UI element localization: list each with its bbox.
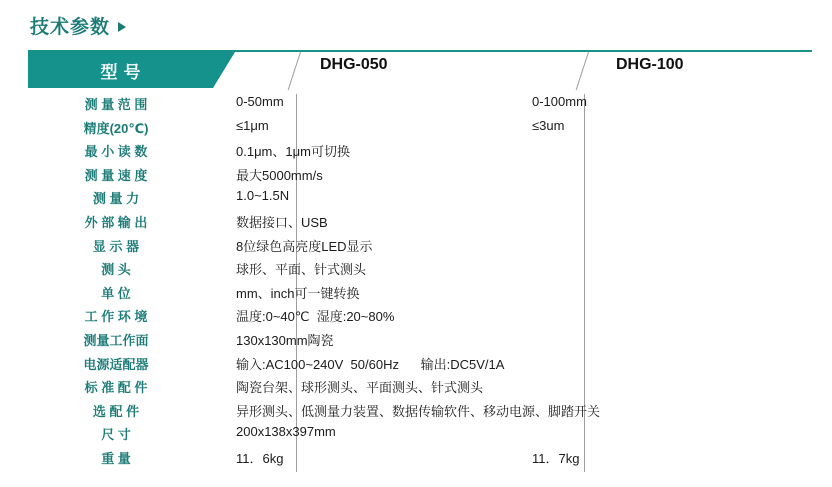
cell-dhg050: 异形测头、低测量力装置、数据传输软件、移动电源、脚踏开关	[236, 403, 601, 419]
row-label: 精度(20℃)	[83, 120, 149, 136]
cell-dhg050: 0.1μm、1μm可切换	[236, 144, 350, 160]
cell-dhg050: mm、inch可一键转换	[236, 285, 360, 301]
header-diagonal-divider-2	[576, 52, 589, 90]
table-row	[28, 236, 812, 260]
cell-dhg050: 数据接口、USB	[236, 214, 328, 230]
cell-dhg050: 200x138x397mm	[236, 424, 336, 440]
column-header-dhg100: DHG-100	[616, 56, 684, 73]
cell-dhg050: 球形、平面、针式测头	[236, 262, 367, 278]
cell-dhg050: 8位绿色高亮度LED显示	[236, 238, 373, 254]
row-label: 重 量	[101, 450, 131, 466]
table-row	[28, 424, 812, 448]
header-diagonal-divider-1	[288, 52, 301, 90]
row-label: 测 头	[101, 262, 131, 278]
row-label: 测 量 速 度	[84, 167, 148, 183]
specs-table	[28, 50, 812, 473]
cell-dhg050: 0-50mm	[236, 94, 284, 109]
table-row	[28, 188, 812, 212]
row-label: 最 小 读 数	[84, 144, 148, 160]
cell-dhg050: 陶瓷台架、球形测头、平面测头、针式测头	[236, 380, 484, 396]
model-header-arrow-shape	[213, 52, 235, 88]
table-row	[28, 259, 812, 283]
page-title: 技术参数	[30, 17, 111, 38]
table-body	[28, 94, 812, 472]
cell-dhg050: 1.0~1.5N	[236, 188, 290, 204]
row-label: 尺 寸	[101, 427, 131, 443]
section-heading	[30, 12, 126, 39]
cell-dhg100: 0-100mm	[532, 94, 587, 109]
cell-dhg100: 11．7kg	[532, 450, 580, 466]
table-row	[28, 118, 812, 142]
cell-dhg050: 11．6kg	[236, 450, 284, 466]
table-row	[28, 354, 812, 378]
row-label: 测量工作面	[83, 332, 149, 348]
table-row	[28, 94, 812, 118]
row-label: 单 位	[101, 285, 131, 301]
cell-dhg100: ≤3um	[532, 117, 565, 133]
row-label: 工 作 环 境	[84, 309, 148, 325]
row-label: 显 示 器	[92, 238, 140, 254]
cell-dhg050: 最大5000mm/s	[236, 167, 323, 183]
table-row	[28, 330, 812, 354]
row-label: 标 准 配 件	[84, 380, 148, 396]
table-row	[28, 212, 812, 236]
row-label: 选 配 件	[92, 403, 140, 419]
table-row	[28, 141, 812, 165]
table-header-row	[28, 52, 812, 94]
table-row	[28, 448, 812, 472]
row-label: 测 量 力	[92, 191, 140, 207]
row-label: 测 量 范 围	[84, 97, 148, 112]
cell-dhg050: 130x130mm陶瓷	[236, 332, 334, 348]
table-row	[28, 377, 812, 401]
column-header-dhg050: DHG-050	[320, 56, 388, 73]
cell-dhg050: ≤1μm	[236, 117, 269, 133]
row-label: 电源适配器	[83, 356, 149, 372]
cell-dhg050: 温度:0~40℃ 湿度:20~80%	[236, 309, 395, 325]
table-row	[28, 283, 812, 307]
table-row	[28, 401, 812, 425]
cell-dhg050: 输入:AC100~240V 50/60Hz 输出:DC5V/1A	[236, 356, 505, 372]
table-row	[28, 165, 812, 189]
table-row	[28, 306, 812, 330]
triangle-right-icon	[118, 22, 126, 32]
model-header-cell: 型号	[28, 52, 213, 88]
row-label: 外 部 输 出	[84, 214, 148, 230]
